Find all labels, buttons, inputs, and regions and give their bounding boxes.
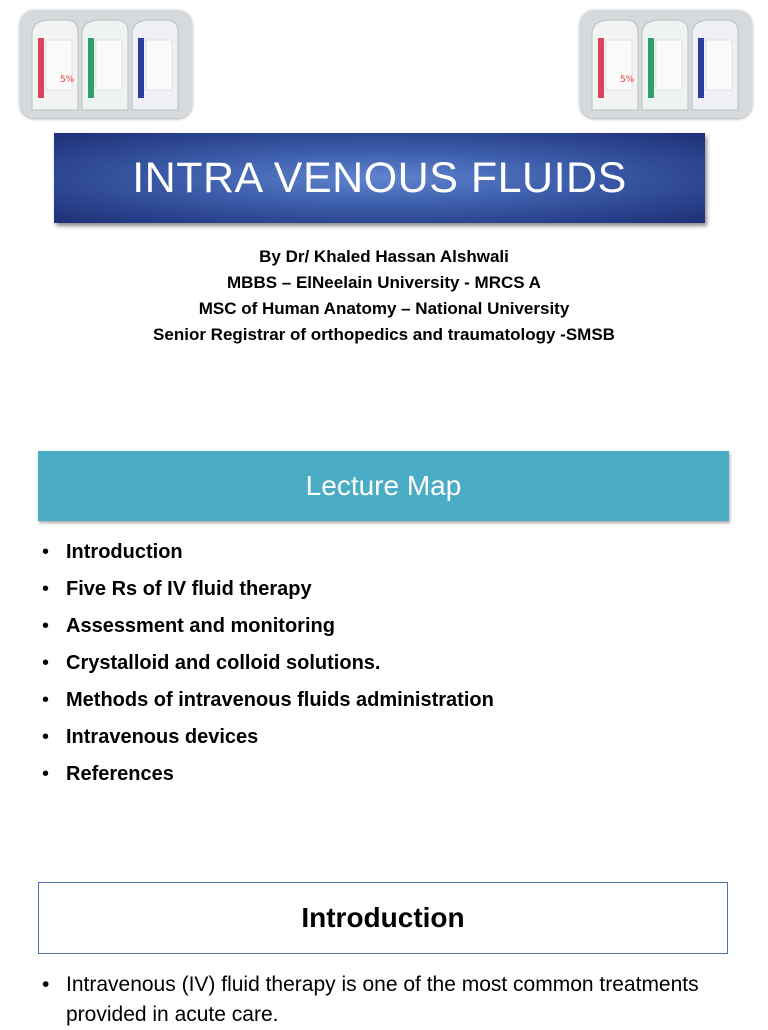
author-line: MSC of Human Anatomy – National University: [198, 299, 570, 318]
introduction-bullet: [40, 970, 740, 1030]
introduction-heading: Introduction: [301, 902, 465, 933]
title-banner: [54, 133, 705, 223]
author-line: Senior Registrar of orthopedics and traumatology -SMSB: [153, 325, 615, 344]
list-item: • References: [40, 756, 740, 793]
introduction-text: Intravenous (IV) fluid therapy is one of the most common treatments provided in acute care.: [66, 973, 699, 1026]
bullet-icon: •: [42, 615, 50, 637]
svg-text:5%: 5%: [620, 75, 635, 85]
bullet-icon: •: [42, 578, 50, 600]
list-item: • Intravenous devices: [40, 719, 740, 756]
list-item: • Assessment and monitoring: [40, 608, 740, 645]
iv-bags-photo-right: [580, 10, 752, 118]
lecture-map-list: [40, 534, 740, 793]
bullet-icon: •: [42, 973, 50, 996]
bullet-icon: •: [42, 541, 50, 563]
introduction-heading-box: [38, 882, 728, 954]
bullet-icon: •: [42, 763, 50, 785]
list-item: • Methods of intravenous fluids administration: [40, 682, 740, 719]
bullet-icon: •: [42, 652, 50, 674]
iv-bags-photo-left: [20, 10, 192, 118]
bullet-icon: •: [42, 689, 50, 711]
iv-bags-illustration: [580, 10, 752, 118]
iv-bags-illustration: [20, 10, 192, 118]
author-line: By Dr/ Khaled Hassan Alshwali: [259, 247, 509, 266]
slide-title: INTRA VENOUS FLUIDS: [132, 153, 627, 202]
list-item: • Introduction: [40, 534, 740, 571]
svg-text:5%: 5%: [60, 75, 75, 85]
lecture-map-banner: [38, 451, 729, 521]
lecture-map-heading: Lecture Map: [305, 470, 462, 501]
author-block: [0, 244, 768, 348]
bullet-icon: •: [42, 726, 50, 748]
author-line: MBBS – ElNeelain University - MRCS A: [227, 273, 541, 292]
list-item: • Five Rs of IV fluid therapy: [40, 571, 740, 608]
list-item: • Crystalloid and colloid solutions.: [40, 645, 740, 682]
